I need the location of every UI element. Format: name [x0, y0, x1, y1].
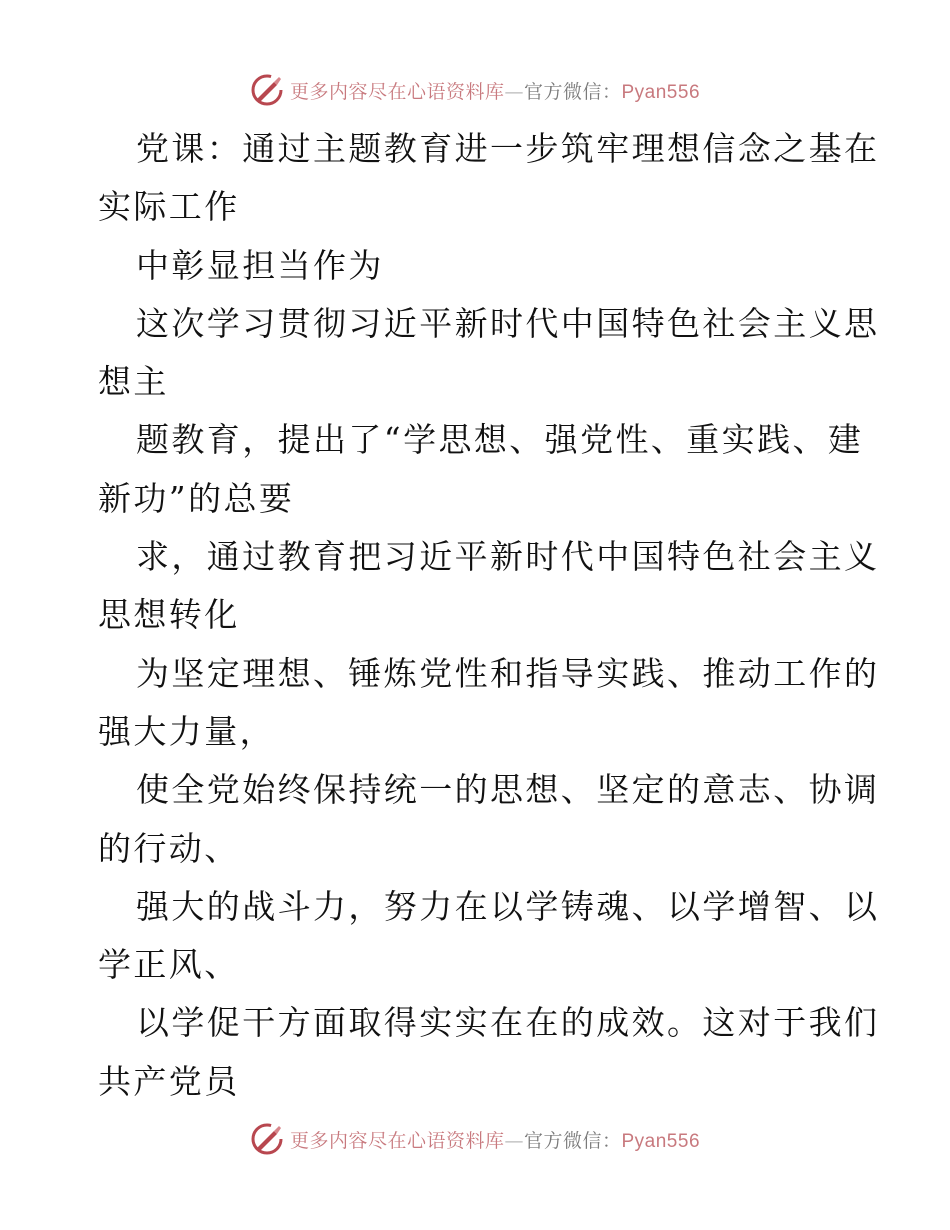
document-body — [98, 120, 880, 1111]
watermark-handle: Pyan556 — [621, 1130, 701, 1152]
subtitle-line: 中彰显担当作为 — [136, 245, 384, 285]
watermark-text — [290, 77, 700, 104]
watermark-label: 官方微信： — [523, 80, 622, 103]
paragraph-line: 为坚定理想、锤炼党性和指导实践、推动工作的 — [136, 653, 880, 693]
paragraph-line: 的行动、 — [98, 828, 240, 868]
watermark-text — [290, 1126, 700, 1153]
paragraph-line: 想主 — [98, 362, 169, 402]
red-quill-circle-logo-icon — [250, 1122, 284, 1156]
paragraph-line: 求，通过教育把习近平新时代中国特色社会主义 — [136, 537, 880, 577]
paragraph-line: 强大的战斗力，努力在以学铸魂、以学增智、以 — [136, 886, 880, 926]
title-line-2: 实际工作 — [98, 187, 240, 227]
paragraph-line: 新功”的总要 — [98, 478, 295, 518]
paragraph-line: 使全党始终保持统一的思想、坚定的意志、协调 — [136, 770, 880, 810]
watermark-separator: — — [504, 1129, 524, 1152]
watermark-separator: — — [504, 80, 524, 103]
paragraph-line: 共产党员 — [98, 1061, 240, 1101]
footer-watermark — [0, 1119, 950, 1159]
paragraph-line: 这次学习贯彻习近平新时代中国特色社会主义思 — [136, 303, 880, 343]
header-watermark — [0, 70, 950, 110]
paragraph-line: 学正风、 — [98, 945, 240, 985]
paragraph-line: 题教育，提出了“学思想、强党性、重实践、建 — [136, 420, 864, 460]
watermark-brand: 更多内容尽在心语资料库 — [289, 1129, 505, 1152]
watermark-brand: 更多内容尽在心语资料库 — [289, 80, 505, 103]
paragraph-line: 思想转化 — [98, 595, 240, 635]
paragraph-line: 以学促干方面取得实实在在的成效。这对于我们 — [136, 1003, 880, 1043]
red-quill-circle-logo-icon — [250, 73, 284, 107]
paragraph-line: 强大力量， — [98, 711, 275, 751]
watermark-handle: Pyan556 — [621, 81, 701, 103]
watermark-label: 官方微信： — [523, 1129, 622, 1152]
title-line-1: 党课：通过主题教育进一步筑牢理想信念之基在 — [136, 129, 880, 168]
